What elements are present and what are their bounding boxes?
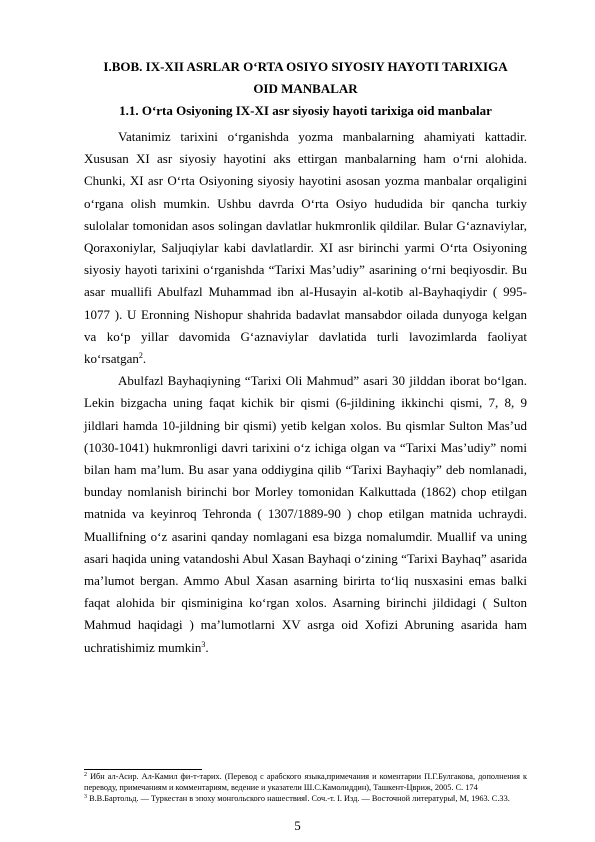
paragraph-1-end: . — [142, 351, 147, 367]
paragraph-1-text: Vatanimiz tarixini o‘rganishda yozma manbalarning ahamiyati kattadir. Xususan XI asr siyosiy hayotini aks ettirgan manbalarning ham o‘rni alohida. Chunki, XI asr O‘rta Osiyoning siyosiy hayotini asosan yozma manbalar orqaligini o‘rgana olish mumkin. Ushbu davrda O‘rta Osiyo hududida bir qancha turkiy sulolalar tomonidan asos solingan davlatlar hukmronlik qildilar. Bular G‘aznaviylar, Qoraxoniylar, Saljuqiylar kabi davlatlardir. XI asr birinchi yarmi O‘rta Osiyoning siyosiy hayoti tarixini o‘rganishda “Tarixi Mas’udiy” asarining o‘rni beqiyosdir. Bu asar muallifi Abulfazl Muhammad ibn al-Husayin al-kotib al-Bayhaqiydir ( 995-1077 ). U Eronning Nishopur shahrida badavlat mansabdor oilada dunyoga kelgan va ko‘p yillar davomida G‘aznaviylar davlatida turli lavozimlarda faoliyat ko‘rsatgan — [84, 129, 527, 367]
footnote-3-text: В.В.Бартольд. ― Туркестан в эпоху монгольского нашествия‖. Соч.-т. I. Изд. ― Восточной литературы‖, М, 1963. С.33. — [87, 793, 510, 803]
body-text — [84, 126, 527, 659]
chapter-title — [84, 56, 527, 100]
footnote-separator — [84, 769, 202, 770]
chapter-title-line1: I.BOB. IX-XII ASRLAR O‘RTA OSIYO SIYOSIY HAYOTI TARIXIGA — [103, 59, 508, 74]
footnote-2-text: Ибн ал-Асир. Ал-Камил фи-т-тарих. (Перевод с арабского языка,примечания и коментарии П.Г.Булгакова, дополнения к переводу, примечаниям и комментариям, ведение и указатели Ш.С.Камолиддин), Ташкент-Цвриж, 2005. С. 174 — [84, 772, 527, 792]
page-number: 5 — [294, 818, 301, 833]
footnote-2-number: 2 — [84, 772, 87, 778]
footnote-3 — [84, 794, 527, 805]
paragraph-2-text: Abulfazl Bayhaqiyning “Tarixi Oli Mahmud” asari 30 jilddan iborat bo‘lgan. Lekin bizgacha uning faqat kichik bir qismi (6-jildining ikkinchi qismi, 7, 8, 9 jildlari hamda 10-jildning bir qismi) yetib kelgan xolos. Bu qismlar Sulton Mas’ud (1030-1041) hukmronligi davri tarixini o‘z ichiga olgan va “Tarixi Mas’udiy” nomi bilan ham ma’lum. Bu asar yana oddiygina qilib “Tarixi Bayhaqiy” deb nomlanadi, bunday nomlanish birinchi bor Morley tomonidan Kalkuttada (1862) chop etilgan matnida va keyinroq Tehronda ( 1307/1889-90 ) chop etilgan matnida uchraydi. Muallifning o‘z asarini qanday nomlagani esa bizga nomalumdir. Muallif va uning asari haqida uning vatandoshi Abul Xasan Bayhaqi o‘zining “Tarixi Bayhaq” asarida ma’lumot bergan. Ammo Abul Xasan asarning birirta to‘liq nusxasini emas balki faqat alohida bir qisminigina ko‘rgan xolos. Asarning birinchi jildidagi ( Sulton Mahmud haqidagi ) ma’lumotlarni XV asrga oid Xofizi Abruning asarida ham uchratishimiz mumkin — [84, 373, 527, 655]
footnote-ref-2: 2 — [138, 351, 143, 361]
footnote-2 — [84, 772, 527, 794]
footnote-3-number: 3 — [84, 793, 87, 800]
section-title: 1.1. O‘rta Osiyoning IX-XI asr siyosiy hayoti tarixiga oid manbalar — [119, 103, 492, 118]
paragraph-2 — [84, 370, 527, 659]
footnotes — [84, 772, 527, 804]
footnote-ref-3: 3 — [201, 639, 206, 649]
chapter-title-line2: OID MANBALAR — [253, 81, 358, 96]
paragraph-2-end: . — [205, 639, 209, 655]
paragraph-1 — [84, 126, 527, 370]
